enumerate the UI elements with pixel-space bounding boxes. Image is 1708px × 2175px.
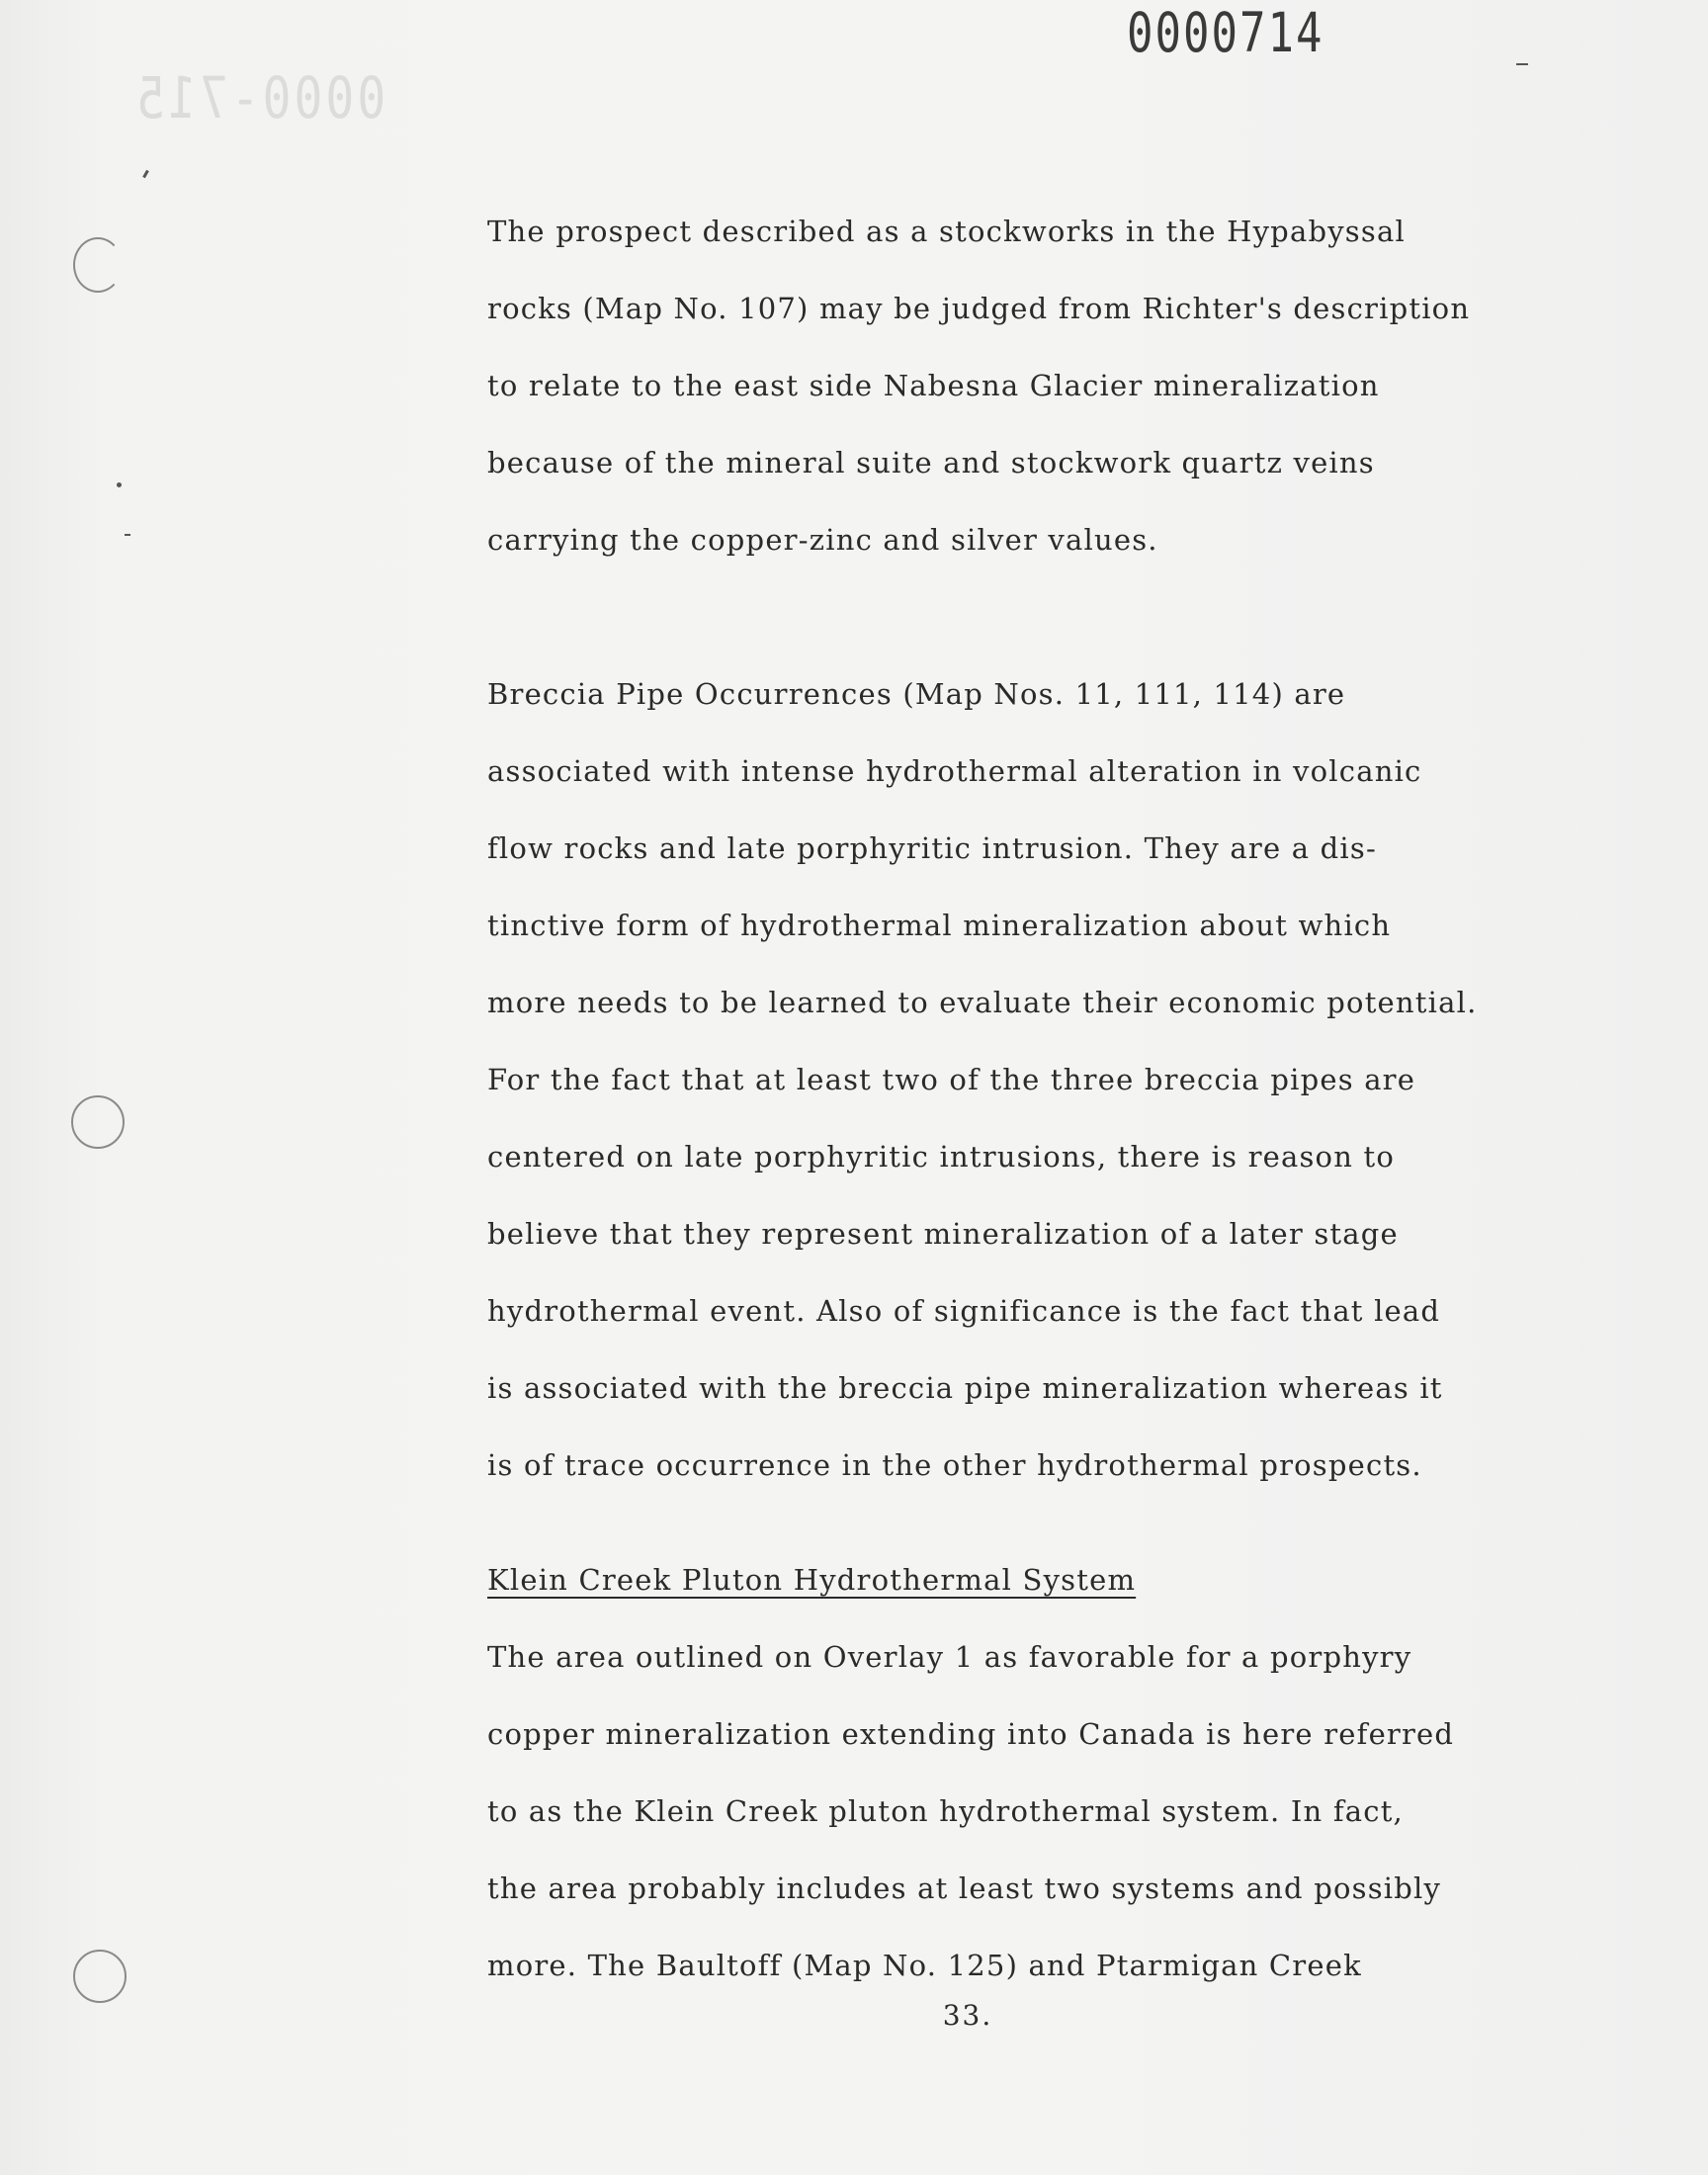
section-heading: Klein Creek Pluton Hydrothermal System xyxy=(487,1563,1137,1597)
text-line: For the fact that at least two of the three breccia pipes are xyxy=(487,1063,1416,1096)
text-line: to relate to the east side Nabesna Glacier mineralization xyxy=(487,369,1380,402)
punch-hole-top xyxy=(73,237,123,293)
document-body xyxy=(487,193,1575,2004)
paragraph-klein-creek xyxy=(487,1618,1575,2004)
punch-hole-middle xyxy=(71,1095,125,1149)
paragraph-stockworks xyxy=(487,193,1575,578)
scan-speck xyxy=(1516,63,1528,65)
text-line: The prospect described as a stockworks in the Hypabyssal xyxy=(487,215,1406,248)
text-line: believe that they represent mineralization of a later stage xyxy=(487,1217,1399,1251)
text-line: more. The Baultoff (Map No. 125) and Ptarmigan Creek xyxy=(487,1949,1362,1982)
page-number: 33. xyxy=(942,1999,993,2032)
text-line: centered on late porphyritic intrusions, there is reason to xyxy=(487,1140,1396,1174)
text-line: rocks (Map No. 107) may be judged from Richter's description xyxy=(487,292,1471,325)
section-heading-wrapper xyxy=(487,1541,1575,1618)
scan-speck xyxy=(142,170,149,178)
text-line: more needs to be learned to evaluate their economic potential. xyxy=(487,986,1478,1019)
document-stamp-number: 0000714 xyxy=(1127,2,1324,65)
text-line: Breccia Pipe Occurrences (Map Nos. 11, 111, 114) are xyxy=(487,677,1346,711)
text-line: is associated with the breccia pipe mineralization whereas it xyxy=(487,1371,1443,1405)
text-line: is of trace occurrence in the other hydrothermal prospects. xyxy=(487,1448,1422,1482)
paragraph-breccia-pipe xyxy=(487,655,1575,1504)
ghost-stamp-bleedthrough: 0000-715 xyxy=(133,65,386,132)
text-line: tinctive form of hydrothermal mineralization about which xyxy=(487,909,1392,942)
text-line: the area probably includes at least two systems and possibly xyxy=(487,1871,1442,1905)
scan-speck xyxy=(117,482,122,487)
scan-speck xyxy=(125,534,130,536)
text-line: carrying the copper-zinc and silver values. xyxy=(487,523,1158,557)
punch-hole-bottom xyxy=(73,1950,127,2003)
text-line: to as the Klein Creek pluton hydrothermal system. In fact, xyxy=(487,1794,1404,1828)
text-line: because of the mineral suite and stockwork quartz veins xyxy=(487,446,1375,479)
text-line: hydrothermal event. Also of significance is the fact that lead xyxy=(487,1294,1441,1328)
text-line: copper mineralization extending into Canada is here referred xyxy=(487,1717,1455,1751)
text-line: associated with intense hydrothermal alteration in volcanic xyxy=(487,754,1422,788)
text-line: flow rocks and late porphyritic intrusion. They are a dis- xyxy=(487,831,1377,865)
text-line: The area outlined on Overlay 1 as favorable for a porphyry xyxy=(487,1640,1412,1674)
